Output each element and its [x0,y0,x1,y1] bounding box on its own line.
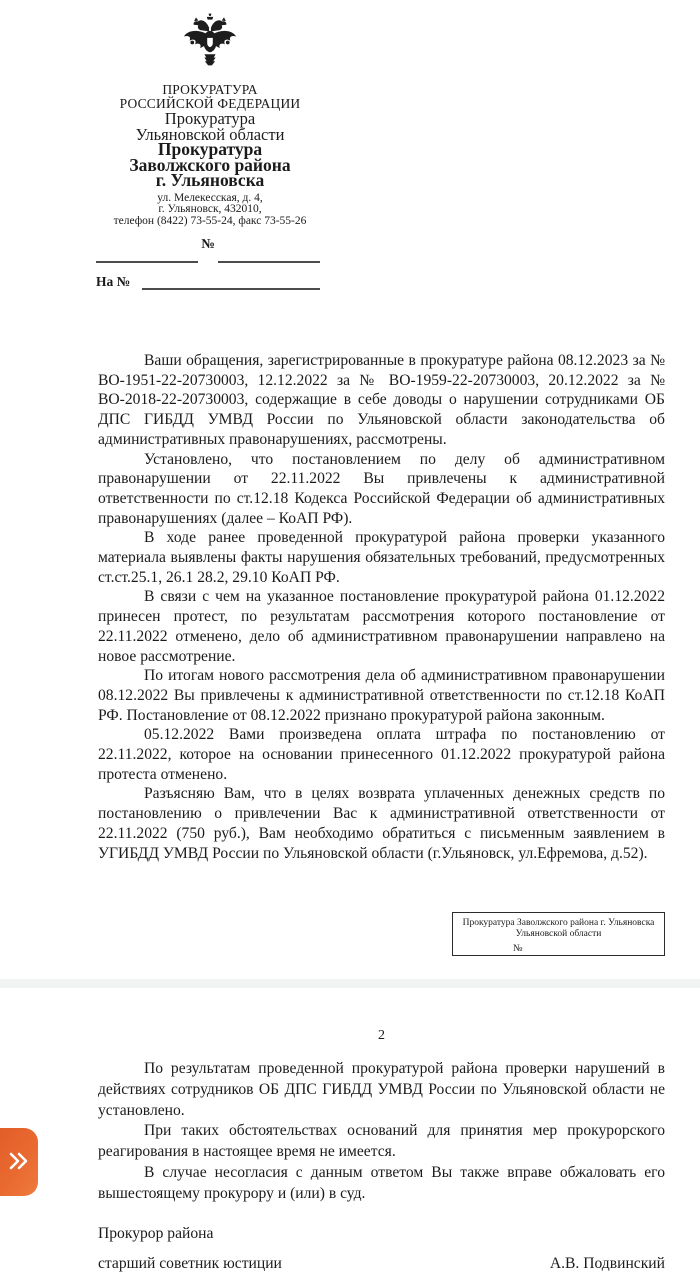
letterhead-address-line2: г. Ульяновск, 432010, [158,203,262,215]
letter-body-page1 [98,351,665,863]
coat-of-arms-icon [93,12,327,74]
paragraph: В связи с чем на указанное постановление прокуратурой района 01.12.2022 принесен протест, по результатам рассмотрения которого постановление от 22.11.2022 отменено, дело об административном правонарушении направлено на новое рассмотрение. [98,588,665,665]
letterhead-district-line3: г. Ульяновска [155,170,265,190]
outgoing-number-fields [96,255,320,263]
paragraph: 05.12.2022 Вами произведена оплата штрафа по постановлению от 22.11.2022, которое на основании принесенного 01.12.2022 прокуратурой района протеста отменено. [98,726,665,783]
letterhead-address-line3: телефон (8422) 73-55-24, факс 73-55-26 [113,214,307,227]
double-chevron-right-icon [7,1151,31,1174]
reply-reference-field [96,274,320,290]
stamp-org-line1: Прокуратура Заволжского района г. Ульяновска [462,918,655,928]
stamp-org-line2: Ульяновской области [515,929,602,939]
paragraph: Установлено, что постановлением по делу об административном правонарушении от 22.11.2022 Вы привлечены к административной ответственности по ст.12.18 Кодекса Российской Федерации об административных правонарушениях (далее – КоАП РФ). [98,450,665,527]
signature-position: Прокурор района [98,1225,214,1242]
letterhead-org-line1: ПРОКУРАТУРА [162,82,258,97]
letterhead [93,12,327,227]
paragraph: По результатам проведенной прокуратурой района проверки нарушений в действиях сотрудников ОБ ДПС ГИБДД УМВД России по Ульяновской области не установлено. [98,1060,665,1119]
paragraph: В случае несогласия с данным ответом Вы также вправе обжаловать его вышестоящему прокурору и (или) в суд. [98,1163,665,1202]
paragraph: В ходе ранее проведенной прокуратурой района проверки указанного материала выявлены факты нарушения обязательных требований, предусмотренных ст.ст.25.1, 26.1 28.2, 29.10 КоАП РФ. [98,529,665,586]
reply-reference-blank-line [142,275,320,290]
letterhead-district-line1: Прокуратура [157,139,263,159]
signature-rank: старший советник юстиции [98,1255,282,1272]
outgoing-number-blank-line [218,255,320,263]
letterhead-district-line2: Заволжского района [129,154,291,175]
page-separator [0,979,700,988]
page-number: 2 [378,1028,385,1043]
letterhead-org-line2: РОССИЙСКОЙ ФЕДЕРАЦИИ [119,96,301,111]
signature-name: А.В. Подвинский [549,1255,665,1272]
outgoing-date-blank-line [96,255,198,263]
letterhead-region-line1: Прокуратура [164,109,256,128]
registration-stamp-box [452,912,665,956]
reply-reference-label: На № [96,274,131,289]
paragraph: При таких обстоятельствах оснований для принятия мер прокурорского реагирования в настоящее время не имеется. [98,1122,665,1161]
letterhead-region-line2: Ульяновской области [135,124,285,144]
expand-sidebar-button[interactable] [0,1128,38,1196]
paragraph: Ваши обращения, зарегистрированные в прокуратуре района 08.12.2023 за № ВО-1951-22-20730003, 12.12.2022 за № ВО-1959-22-20730003, 20.12.2022 за № ВО-2018-22-20730003, содержащие в себе доводы о нарушении сотрудниками ОБ ДПС ГИБДД УМВД России по Ульяновской области законодательства об административных правонарушениях, рассмотрены. [98,352,665,448]
stamp-number-label: № [513,943,523,954]
letter-body-page2 [98,1059,665,1205]
outgoing-number-label: № [201,236,215,251]
document-page-2 [0,988,700,1287]
reference-block [96,236,320,290]
paragraph: По итогам нового рассмотрения дела об административном правонарушении 08.12.2022 Вы привлечены к административной ответственности по ст.12.18 КоАП РФ. Постановление от 08.12.2022 признано прокуратурой района законным. [98,667,665,724]
signature-row [98,1255,665,1273]
paragraph: Разъясняю Вам, что в целях возврата уплаченных денежных средств по постановлению о привлечении Вас к административной ответственности от 22.11.2022 (750 руб.), Вам необходимо обратиться с письменным заявлением в УГИБДД УМВД России по Ульяновской области (г.Ульяновск, ул.Ефремова, д.52). [98,785,665,862]
letterhead-address-line1: ул. Мелекесская, д. 4, [157,191,263,204]
